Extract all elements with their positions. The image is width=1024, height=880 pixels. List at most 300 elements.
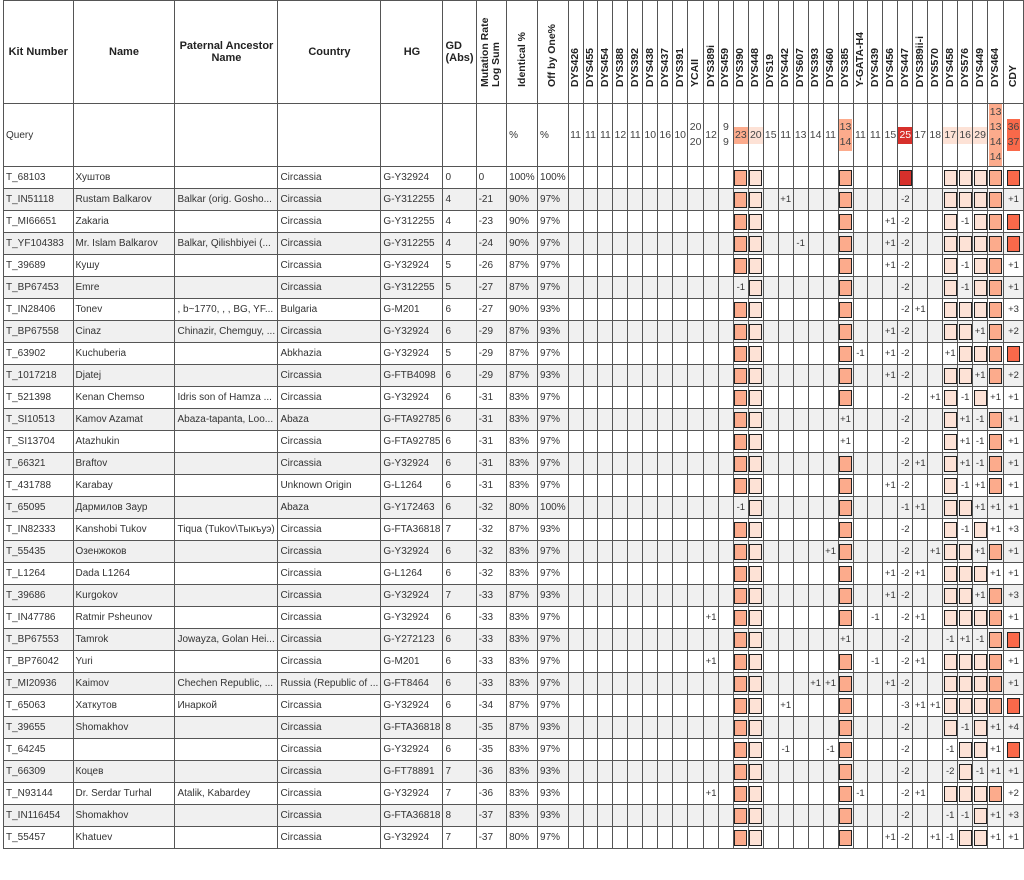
marker-cell-dys460 [823,805,838,827]
header-marker-dys392[interactable] [628,1,643,104]
gd-cell: 5 [443,277,476,299]
query-value-dys464 [988,104,1004,167]
marker-cell-dys389i [704,255,719,277]
header-marker-dys389i[interactable] [704,1,719,104]
marker-cell-y-gata-h4 [853,651,868,673]
match-box [749,500,762,516]
marker-cell-dys459 [719,431,734,453]
header-marker-dys439[interactable] [868,1,883,104]
marker-cell-dys438 [643,563,658,585]
match-box [1007,170,1020,186]
table-row[interactable] [4,563,1024,585]
marker-cell-dys460 [823,277,838,299]
hg-cell: G-FTA36818 [381,717,443,739]
header-marker-dys442[interactable] [778,1,793,104]
marker-cell-cdy [1004,541,1024,563]
marker-cell-dys447 [898,497,913,519]
marker-label: DYS19 [764,53,777,87]
marker-cell-y-gata-h4 [853,189,868,211]
marker-cell-dys607 [793,695,808,717]
kit-number-cell[interactable]: T_55435 [4,541,74,563]
marker-cell-dys390 [733,695,748,717]
hg-cell: G-Y32924 [381,541,443,563]
match-box [839,280,852,296]
marker-cell-dys607 [793,673,808,695]
table-row[interactable] [4,189,1024,211]
marker-cell-dys454 [598,365,613,387]
header-marker-dys389ii-i[interactable] [913,1,928,104]
marker-cell-ycaii [688,299,704,321]
kit-number-cell[interactable]: T_39686 [4,585,74,607]
marker-diff: -2 [901,326,910,337]
header-marker-dys426[interactable] [568,1,583,104]
marker-cell-dys442 [778,629,793,651]
match-box [749,412,762,428]
name-cell: Kenan Chemso [73,387,175,409]
marker-cell-dys390 [733,761,748,783]
match-box [734,676,747,692]
marker-diff: +1 [1008,502,1019,513]
marker-cell-dys385 [838,629,853,651]
kit-number-cell[interactable]: T_BP67453 [4,277,74,299]
table-row[interactable] [4,431,1024,453]
kit-number-cell[interactable]: T_63902 [4,343,74,365]
header-mutation-rate[interactable] [476,1,506,104]
header-marker-cdy[interactable] [1004,1,1024,104]
marker-cell-y-gata-h4 [853,211,868,233]
header-marker-dys570[interactable] [928,1,943,104]
marker-cell-dys391 [673,277,688,299]
marker-cell-dys456 [883,541,898,563]
kit-number-cell[interactable]: T_68103 [4,167,74,189]
marker-cell-dys388 [613,717,628,739]
marker-cell-dys448 [748,321,763,343]
marker-cell-dys456 [883,673,898,695]
header-marker-dys388[interactable] [613,1,628,104]
kit-number-cell[interactable]: T_IN47786 [4,607,74,629]
header-marker-dys391[interactable] [673,1,688,104]
table-row[interactable] [4,695,1024,717]
header-marker-dys454[interactable] [598,1,613,104]
marker-cell-dys437 [658,189,673,211]
query-value: 11 [780,128,792,141]
header-marker-ycaii[interactable] [688,1,704,104]
match-box [959,236,972,252]
kit-number-cell[interactable]: T_IN82333 [4,519,74,541]
marker-cell-dys389ii-i [913,453,928,475]
marker-cell-dys389i [704,563,719,585]
name-cell: Cinaz [73,321,175,343]
marker-cell-ycaii [688,739,704,761]
name-cell: Kamov Azamat [73,409,175,431]
marker-cell-dys388 [613,233,628,255]
paternal-ancestor-cell: Balkar (orig. Gosho... [175,189,278,211]
marker-diff: +3 [1008,810,1019,821]
kit-number-cell[interactable]: T_MI20936 [4,673,74,695]
header-kit-number[interactable]: Kit Number [4,1,74,104]
header-gd[interactable]: GD (Abs) [443,1,476,104]
marker-cell-dys391 [673,607,688,629]
table-row[interactable] [4,805,1024,827]
table-row[interactable] [4,277,1024,299]
marker-cell-dys449 [973,497,988,519]
match-box [839,236,852,252]
kit-number-cell[interactable]: T_65095 [4,497,74,519]
marker-cell-dys460 [823,255,838,277]
marker-cell-dys438 [643,211,658,233]
header-off-by-one[interactable] [538,1,569,104]
query-value: 23 [734,127,748,144]
marker-cell-dys455 [583,541,598,563]
marker-cell-dys439 [868,167,883,189]
marker-cell-dys393 [808,739,823,761]
query-value: 11 [599,128,611,141]
marker-cell-dys389ii-i [913,211,928,233]
marker-cell-dys460 [823,563,838,585]
table-row[interactable] [4,607,1024,629]
marker-cell-ycaii [688,629,704,651]
marker-cell-dys449 [973,343,988,365]
hg-cell: G-FT8464 [381,673,443,695]
marker-cell-dys458 [943,167,958,189]
gd-cell: 6 [443,541,476,563]
marker-cell-dys459 [719,519,734,541]
gd-cell: 6 [443,497,476,519]
query-off-by-one: % [538,104,569,167]
match-box [959,654,972,670]
marker-cell-dys393 [808,255,823,277]
table-row[interactable] [4,827,1024,849]
marker-diff: +1 [1008,392,1019,403]
kit-number-cell[interactable]: T_IN116454 [4,805,74,827]
header-marker-dys458[interactable] [943,1,958,104]
marker-cell-dys389i [704,805,719,827]
query-paternal [175,104,278,167]
off-by-one-cell: 97% [538,673,569,695]
kit-number-cell[interactable]: T_66321 [4,453,74,475]
header-marker-dys464[interactable] [988,1,1004,104]
marker-cell-dys393 [808,497,823,519]
table-row[interactable] [4,299,1024,321]
marker-cell-dys576 [958,739,973,761]
marker-cell-cdy [1004,167,1024,189]
header-marker-dys576[interactable] [958,1,973,104]
marker-cell-ycaii [688,563,704,585]
header-marker-dys393[interactable] [808,1,823,104]
table-row[interactable] [4,519,1024,541]
marker-cell-dys570 [928,475,943,497]
kit-number-cell[interactable]: T_BP67558 [4,321,74,343]
match-box [749,588,762,604]
table-row[interactable] [4,211,1024,233]
table-row[interactable] [4,167,1024,189]
marker-diff: +1 [1008,480,1019,491]
header-marker-dys449[interactable] [973,1,988,104]
marker-cell-dys390 [733,387,748,409]
table-row[interactable] [4,629,1024,651]
gd-cell: 8 [443,717,476,739]
name-cell: Yuri [73,651,175,673]
match-box [989,302,1002,318]
marker-cell-dys438 [643,541,658,563]
table-row[interactable] [4,585,1024,607]
header-marker-dys385[interactable] [838,1,853,104]
header-marker-dys460[interactable] [823,1,838,104]
marker-diff: +1 [959,634,971,645]
header-identical[interactable] [507,1,538,104]
kit-number-cell[interactable]: T_65063 [4,695,74,717]
kit-number-cell[interactable]: T_64245 [4,739,74,761]
identical-cell: 83% [507,739,538,761]
match-box [959,742,972,758]
marker-diff: -1 [945,744,955,755]
country-cell: Circassia [278,805,381,827]
match-box [944,720,957,736]
marker-cell-dys388 [613,211,628,233]
marker-diff: +1 [840,414,851,425]
header-marker-dys455[interactable] [583,1,598,104]
marker-diff: +1 [959,458,971,469]
marker-cell-dys389i [704,321,719,343]
marker-cell-dys438 [643,497,658,519]
header-marker-dys390[interactable] [733,1,748,104]
match-box [989,236,1002,252]
name-cell: Shomakhov [73,805,175,827]
marker-cell-dys389ii-i [913,717,928,739]
marker-diff: +1 [990,524,1001,535]
marker-cell-dys389ii-i [913,651,928,673]
marker-cell-dys449 [973,167,988,189]
match-box [989,610,1002,626]
match-box [839,786,852,802]
marker-cell-dys458 [943,475,958,497]
header-marker-dys448[interactable] [748,1,763,104]
marker-cell-y-gata-h4 [853,695,868,717]
marker-cell-dys426 [568,409,583,431]
gd-cell: 6 [443,695,476,717]
table-row[interactable] [4,651,1024,673]
marker-cell-dys19 [763,519,778,541]
marker-cell-dys442 [778,673,793,695]
marker-cell-dys449 [973,189,988,211]
kit-number-cell[interactable]: T_521398 [4,387,74,409]
query-mutation [476,104,506,167]
marker-cell-dys458 [943,695,958,717]
marker-cell-dys448 [748,783,763,805]
off-by-one-cell: 97% [538,431,569,453]
marker-diff: +2 [1008,788,1019,799]
match-box [734,346,747,362]
table-row[interactable] [4,343,1024,365]
identical-cell: 83% [507,563,538,585]
kit-number-cell[interactable]: T_55457 [4,827,74,849]
marker-cell-dys385 [838,365,853,387]
marker-cell-dys458 [943,497,958,519]
header-marker-y-gata-h4[interactable] [853,1,868,104]
marker-cell-cdy [1004,695,1024,717]
marker-cell-dys607 [793,585,808,607]
name-cell: Braftov [73,453,175,475]
header-marker-dys19[interactable] [763,1,778,104]
header-hg[interactable]: HG [381,1,443,104]
marker-cell-dys454 [598,673,613,695]
header-name[interactable]: Name [73,1,175,104]
marker-diff: +1 [974,480,986,491]
match-box [839,258,852,274]
marker-cell-cdy [1004,497,1024,519]
marker-cell-dys438 [643,607,658,629]
marker-cell-dys460 [823,299,838,321]
marker-cell-dys388 [613,563,628,585]
marker-diff: -2 [901,238,910,249]
kit-number-cell[interactable]: T_YF104383 [4,233,74,255]
kit-number-cell[interactable]: T_1017218 [4,365,74,387]
table-row[interactable] [4,673,1024,695]
marker-diff: +1 [974,546,986,557]
kit-number-cell[interactable]: T_N93144 [4,783,74,805]
off-by-one-cell: 93% [538,299,569,321]
marker-cell-dys607 [793,255,808,277]
table-row[interactable] [4,739,1024,761]
marker-cell-cdy [1004,431,1024,453]
marker-cell-dys426 [568,277,583,299]
gd-cell: 6 [443,409,476,431]
marker-cell-dys391 [673,299,688,321]
marker-cell-ycaii [688,585,704,607]
kit-number-cell[interactable]: T_MI66651 [4,211,74,233]
marker-cell-dys447 [898,761,913,783]
kit-number-cell[interactable]: T_SI10513 [4,409,74,431]
table-row[interactable] [4,233,1024,255]
marker-cell-dys439 [868,651,883,673]
kit-number-cell[interactable]: T_66309 [4,761,74,783]
header-marker-dys437[interactable] [658,1,673,104]
match-box [974,808,987,824]
marker-cell-dys459 [719,717,734,739]
marker-diff: +1 [884,370,896,381]
table-row[interactable] [4,717,1024,739]
query-value-dys442 [778,104,793,167]
table-row[interactable] [4,255,1024,277]
match-box [944,390,957,406]
marker-cell-dys437 [658,563,673,585]
name-cell: Mr. Islam Balkarov [73,233,175,255]
table-row[interactable] [4,783,1024,805]
identical-cell: 90% [507,211,538,233]
match-box [959,566,972,582]
header-marker-dys438[interactable] [643,1,658,104]
marker-cell-dys390 [733,211,748,233]
gd-cell: 7 [443,783,476,805]
marker-diff: +1 [959,414,971,425]
marker-cell-ycaii [688,695,704,717]
header-marker-dys607[interactable] [793,1,808,104]
table-row[interactable] [4,497,1024,519]
marker-diff: -2 [901,568,910,579]
mutation-rate-cell: -36 [476,761,506,783]
marker-diff: +1 [974,502,986,513]
match-box [734,324,747,340]
paternal-ancestor-cell: Chinazir, Chemguy, ... [175,321,278,343]
marker-cell-dys449 [973,805,988,827]
kit-number-cell[interactable]: T_L1264 [4,563,74,585]
table-row[interactable] [4,541,1024,563]
country-cell: Circassia [278,519,381,541]
marker-diff: -2 [901,546,910,557]
marker-diff: +3 [1008,590,1019,601]
match-box [959,324,972,340]
marker-cell-dys438 [643,299,658,321]
marker-diff: -2 [901,458,910,469]
table-row[interactable] [4,475,1024,497]
kit-number-cell[interactable]: T_39689 [4,255,74,277]
marker-cell-dys464 [988,343,1004,365]
marker-cell-dys392 [628,387,643,409]
kit-number-cell[interactable]: T_IN51118 [4,189,74,211]
match-box [989,412,1002,428]
name-cell: Emre [73,277,175,299]
marker-cell-dys388 [613,255,628,277]
marker-cell-dys459 [719,277,734,299]
header-marker-dys447[interactable] [898,1,913,104]
kit-number-cell[interactable]: T_431788 [4,475,74,497]
table-row[interactable] [4,365,1024,387]
match-box [734,720,747,736]
country-cell: Circassia [278,255,381,277]
marker-cell-dys392 [628,563,643,585]
header-country[interactable]: Country [278,1,381,104]
marker-cell-dys388 [613,629,628,651]
marker-cell-dys393 [808,299,823,321]
header-paternal-ancestor[interactable]: Paternal Ancestor Name [175,1,278,104]
table-row[interactable] [4,387,1024,409]
marker-cell-dys390 [733,343,748,365]
marker-cell-dys449 [973,387,988,409]
marker-cell-dys607 [793,827,808,849]
marker-cell-dys464 [988,607,1004,629]
kit-number-cell[interactable]: T_IN28406 [4,299,74,321]
hg-cell: G-FTA36818 [381,519,443,541]
kit-number-cell[interactable]: T_39655 [4,717,74,739]
match-box [974,302,987,318]
marker-cell-dys459 [719,365,734,387]
marker-cell-dys388 [613,827,628,849]
table-row[interactable] [4,409,1024,431]
header-marker-dys459[interactable] [719,1,734,104]
marker-cell-dys460 [823,343,838,365]
paternal-ancestor-cell [175,739,278,761]
kit-number-cell[interactable]: T_BP67553 [4,629,74,651]
marker-diff: -1 [975,414,985,425]
hg-cell: G-Y32924 [381,453,443,475]
marker-cell-dys393 [808,629,823,651]
kit-number-cell[interactable]: T_BP76042 [4,651,74,673]
marker-cell-dys392 [628,211,643,233]
marker-diff: -2 [901,194,910,205]
marker-cell-cdy [1004,519,1024,541]
marker-cell-dys388 [613,299,628,321]
marker-cell-y-gata-h4 [853,761,868,783]
kit-number-cell[interactable]: T_SI13704 [4,431,74,453]
marker-cell-y-gata-h4 [853,585,868,607]
table-row[interactable] [4,453,1024,475]
table-row[interactable] [4,321,1024,343]
table-row[interactable] [4,761,1024,783]
marker-label: Y-GATA-H4 [853,31,866,87]
marker-cell-dys455 [583,519,598,541]
marker-cell-dys388 [613,409,628,431]
header-marker-dys456[interactable] [883,1,898,104]
